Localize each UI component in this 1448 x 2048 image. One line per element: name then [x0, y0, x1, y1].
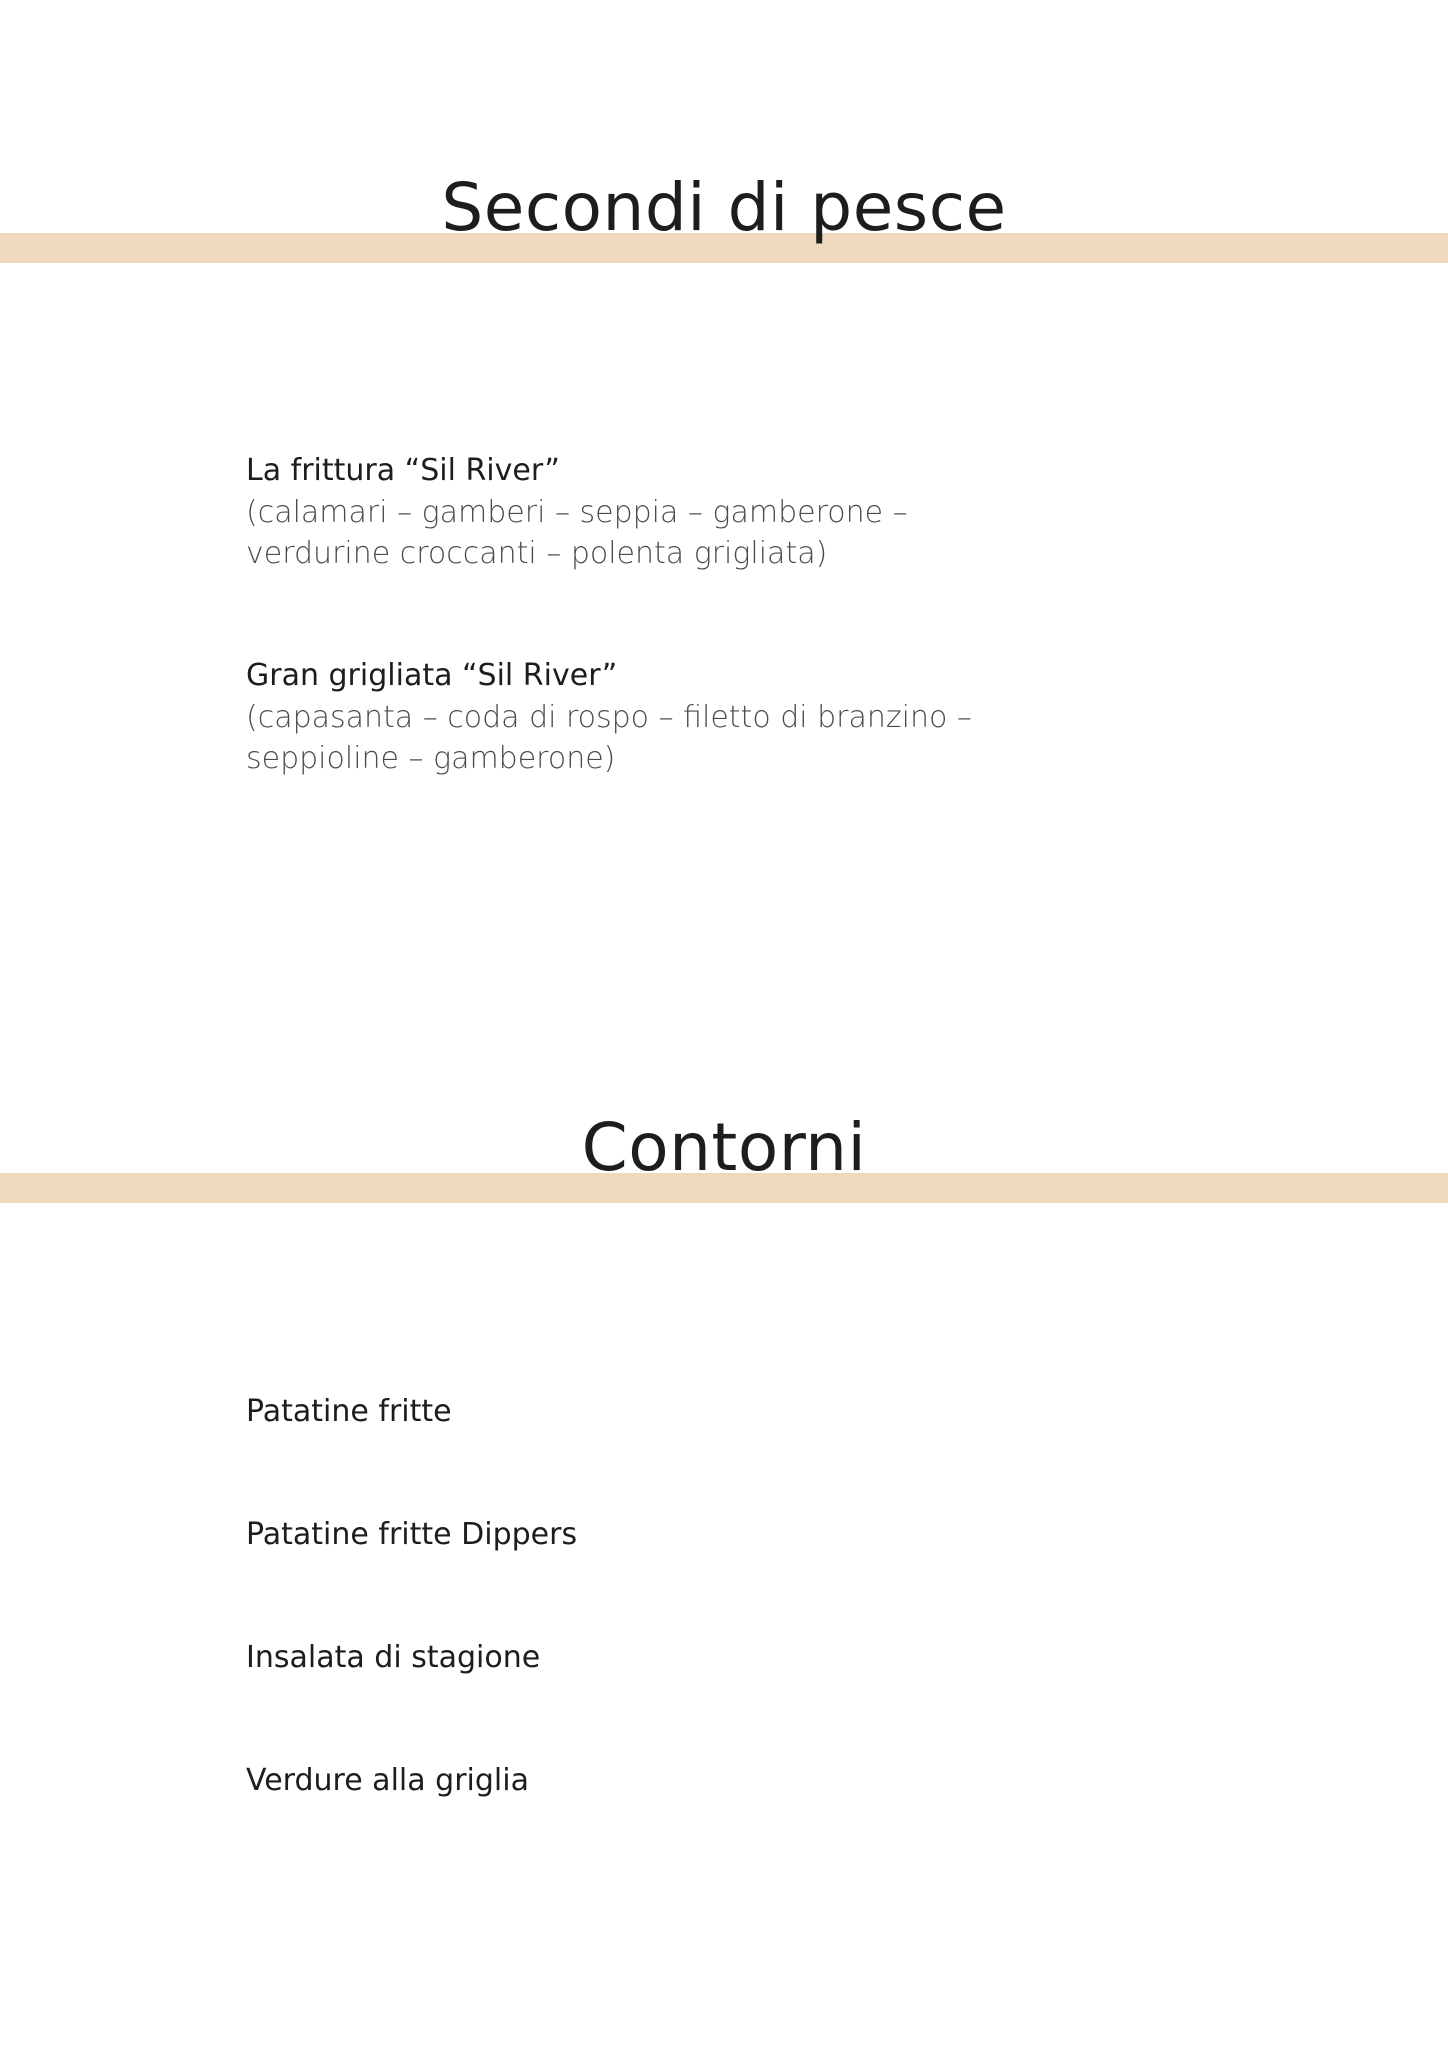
menu-item-name: La frittura “Sil River” — [246, 453, 560, 488]
menu-item-description: (capasanta – coda di rospo – filetto di branzino – — [246, 700, 972, 735]
menu-item-side: Patatine fritte Dippers — [246, 1517, 578, 1552]
menu-item-side: Insalata di stagione — [246, 1640, 541, 1675]
menu-item-description: seppioline – gamberone) — [246, 741, 616, 776]
menu-item-grigliata — [246, 655, 1246, 779]
section-title-sides: Contorni — [581, 1109, 867, 1186]
menu-item-side: Patatine fritte — [246, 1394, 452, 1429]
section-title-fish: Secondi di pesce — [441, 169, 1007, 246]
menu-item-description: (calamari – gamberi – seppia – gamberone – — [246, 495, 908, 530]
menu-item-name: Gran grigliata “Sil River” — [246, 658, 618, 693]
menu-item-description: verdurine croccanti – polenta grigliata) — [246, 536, 828, 571]
menu-item-frittura — [246, 450, 1246, 574]
menu-item-side: Verdure alla griglia — [246, 1763, 529, 1798]
